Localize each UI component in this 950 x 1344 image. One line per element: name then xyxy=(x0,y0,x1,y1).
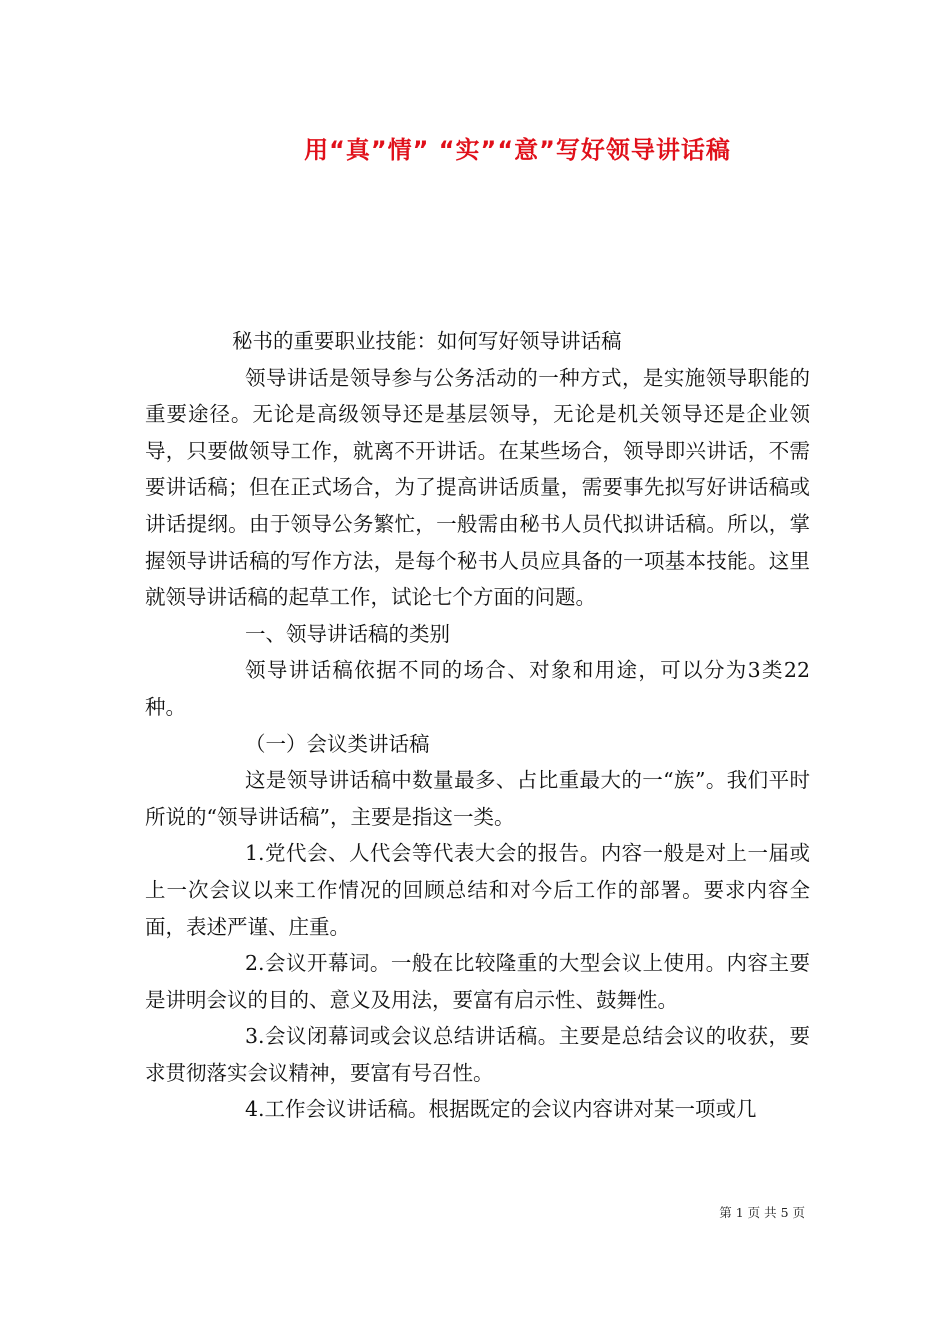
page-number: 第 1 页 共 5 页 xyxy=(719,1205,805,1220)
list-item-3: 3.会议闭幕词或会议总结讲话稿。主要是总结会议的收获，要求贯彻落实会议精神，要富有号召性。 xyxy=(145,1024,810,1085)
paragraph-categories: 领导讲话稿依据不同的场合、对象和用途，可以分为3类22种。 xyxy=(145,658,810,719)
document-subtitle: 秘书的重要职业技能：如何写好领导讲话稿 xyxy=(232,329,622,353)
list-item-2: 2.会议开幕词。一般在比较隆重的大型会议上使用。内容主要是讲明会议的目的、意义及用法，要富有启示性、鼓舞性。 xyxy=(145,951,810,1012)
paragraph-intro: 领导讲话是领导参与公务活动的一种方式，是实施领导职能的重要途径。无论是高级领导还是基层领导，无论是机关领导还是企业领导，只要做领导工作，就离不开讲话。在某些场合，领导即兴讲话，不需要讲话稿；但在正式场合，为了提高讲话质量，需要事先拟写好讲话稿或讲话提纲。由于领导公务繁忙，一般需由秘书人员代拟讲话稿。所以，掌握领导讲话稿的写作方法，是每个秘书人员应具备的一项基本技能。这里就领导讲话稿的起草工作，试论七个方面的问题。 xyxy=(145,365,810,610)
document-title: 用“真”情” “实”“意”写好领导讲话稿 xyxy=(304,136,731,164)
paragraph-meeting: 这是领导讲话稿中数量最多、占比重最大的一“族”。我们平时所说的“领导讲话稿”，主要是指这一类。 xyxy=(145,768,810,829)
section-heading-categories: 一、领导讲话稿的类别 xyxy=(245,621,450,646)
subsection-heading-meeting: （一）会议类讲话稿 xyxy=(245,731,430,756)
document-body xyxy=(145,323,810,1128)
list-item-1: 1.党代会、人代会等代表大会的报告。内容一般是对上一届或上一次会议以来工作情况的回顾总结和对今后工作的部署。要求内容全面，表述严谨、庄重。 xyxy=(145,841,810,939)
list-item-4: 4.工作会议讲话稿。根据既定的会议内容讲对某一项或几 xyxy=(245,1097,757,1122)
